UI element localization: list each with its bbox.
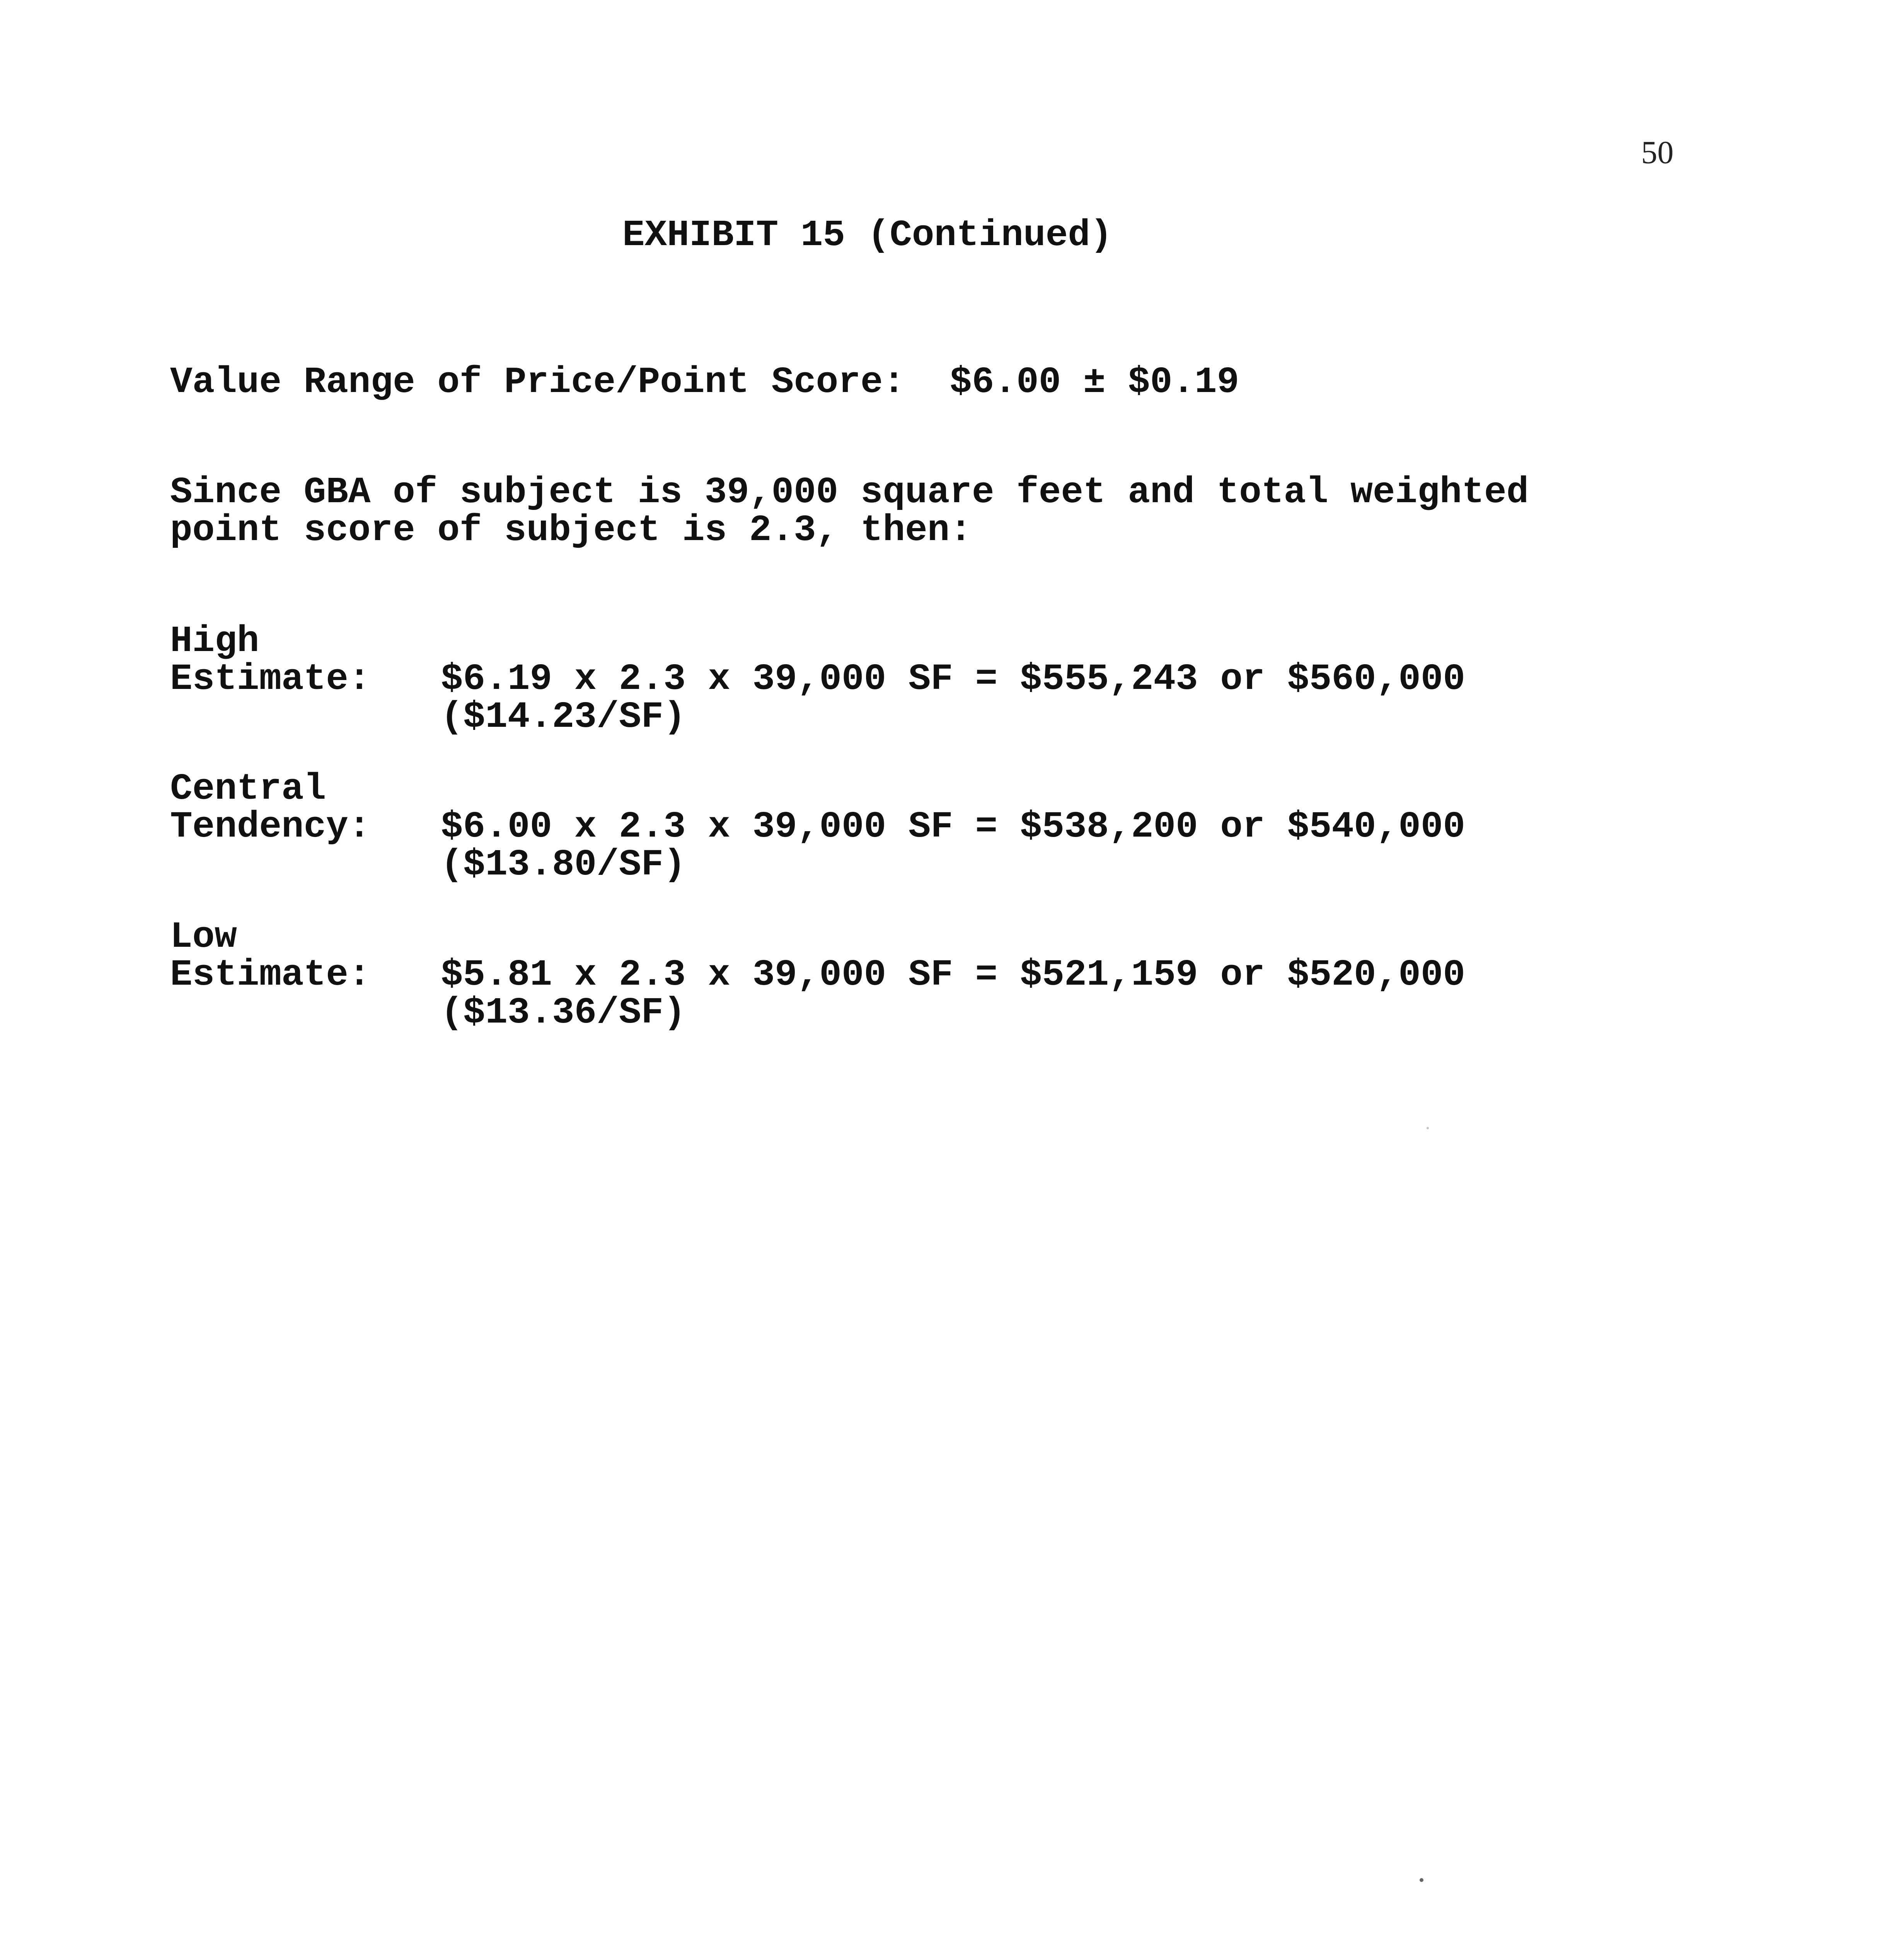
scan-speck — [1427, 1127, 1429, 1129]
exhibit-title: EXHIBIT 15 (Continued) — [622, 214, 1113, 256]
central-per-sf: ($13.80/SF) — [441, 844, 686, 886]
central-calculation: $6.00 x 2.3 x 39,000 SF = $538,200 or $540,000 — [441, 806, 1466, 848]
value-range-line: Value Range of Price/Point Score: $6.00 ± $0.19 — [170, 361, 1239, 403]
scan-speck — [1420, 1878, 1423, 1882]
intro-line-1: Since GBA of subject is 39,000 square feet and total weighted — [170, 471, 1529, 513]
central-label-line-2: Tendency: — [170, 806, 371, 848]
low-label-line-1: Low — [170, 916, 237, 958]
high-calculation: $6.19 x 2.3 x 39,000 SF = $555,243 or $560,000 — [441, 658, 1466, 700]
high-label-line-2: Estimate: — [170, 658, 371, 700]
low-per-sf: ($13.36/SF) — [441, 992, 686, 1034]
high-per-sf: ($14.23/SF) — [441, 696, 686, 738]
low-label-line-2: Estimate: — [170, 954, 371, 996]
high-label-line-1: High — [170, 620, 259, 662]
page-number: 50 — [1641, 135, 1674, 170]
intro-line-2: point score of subject is 2.3, then: — [170, 509, 972, 551]
central-label-line-1: Central — [170, 768, 326, 810]
low-calculation: $5.81 x 2.3 x 39,000 SF = $521,159 or $520,000 — [441, 954, 1466, 996]
